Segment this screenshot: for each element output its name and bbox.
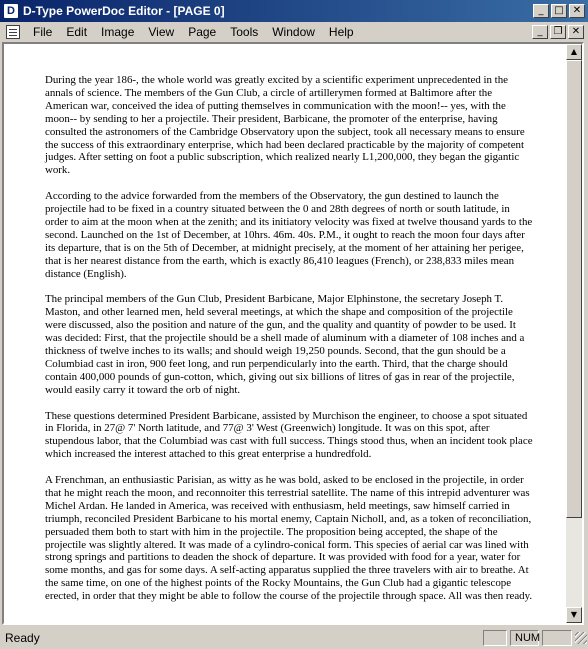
document-view[interactable] — [4, 44, 566, 623]
menu-tools[interactable]: Tools — [230, 25, 259, 39]
document-window — [2, 42, 584, 625]
resize-grip[interactable] — [575, 632, 587, 644]
document-icon[interactable] — [6, 25, 20, 39]
paragraph: The principal members of the Gun Club, President Barbicane, Major Elphinstone, the secretary Joseph T. Maston, and other learned men, held several meetings, at which the shape and composition of the projectile were discussed, also the position and nature of the gun, and the quality and quantity of powder to be used. It was decided: First, that the projectile should be a shell made of aluminum with a diameter of 108 inches and a thickness of twelve inches to its walls; and should weigh 19,250 pounds. Second, that the gun should be a Columbiad cast in iron, 900 feet long, and run perpendicularly into the earth. Third, that the charge should contain 400,000 pounds of gun-cotton, which, giving out six billions of litres of gas in rear of the projectile, would easily carry it toward the orb of night. — [45, 293, 525, 396]
menu-view[interactable]: View — [148, 25, 175, 39]
title-bar[interactable] — [0, 0, 588, 22]
status-bar — [0, 627, 588, 649]
status-text: Ready — [5, 631, 40, 645]
menu-page[interactable]: Page — [188, 25, 217, 39]
paragraph: According to the advice forwarded from the members of the Observatory, the gun destined to launch the projectile had to be fixed in a country situated between the 0 and 28th degrees of north or south latitude, in order to aim at the moon when at the zenith; and its initiatory velocity was fixed at twelve thousand yards to the second. Launched on the 1st of December, at 10hrs. 46m. 40s. P.M., it ought to reach the moon four days after its departure, that is on the 5th of December, at midnight precisely, at the moment of her attaining her perigee, that is her nearest distance from the earth, which is exactly 86,410 leagues (French), or 238,833 miles mean distance (English). — [45, 190, 533, 280]
doc-close-button[interactable]: ✕ — [568, 25, 584, 39]
doc-restore-button[interactable]: ❐ — [550, 25, 566, 39]
menu-window[interactable]: Window — [272, 25, 315, 39]
doc-minimize-button[interactable]: _ — [532, 25, 548, 39]
menu-image[interactable]: Image — [101, 25, 135, 39]
menu-file[interactable]: File — [33, 25, 53, 39]
vertical-scrollbar[interactable] — [566, 44, 582, 623]
menu-edit[interactable]: Edit — [66, 25, 88, 39]
status-pane — [483, 630, 507, 646]
window-title: D-Type PowerDoc Editor - [PAGE 0] — [23, 4, 225, 18]
paragraph: These questions determined President Barbicane, assisted by Murchison the engineer, to choose a spot situated in Florida, in 27@ 7' North latitude, and 77@ 3' West (Greenwich) longitude. It was on this spot, after stupendous labor, that the Columbiad was cast with full success. Things stood thus, when an incident took place which increased the interest attached to this great enterprise a hundredfold. — [45, 409, 533, 461]
close-button[interactable]: ✕ — [569, 4, 585, 18]
minimize-button[interactable]: _ — [533, 4, 549, 18]
menu-help[interactable]: Help — [328, 25, 354, 39]
app-icon[interactable]: D — [3, 3, 19, 19]
paragraph: A Frenchman, an enthusiastic Parisian, as witty as he was bold, asked to be enclosed in the projectile, in order that he might reach the moon, and reconnoiter this terrestrial satellite. The name of this intrepid adventurer was Michel Ardan. He landed in America, was received with enthusiasm, held meetings, saw himself carried in triumph, reconciled President Barbicane to his mortal enemy, Captain Nicholl, and, as a token of reconciliation, persuaded them both to start with him in the projectile. The proposition being accepted, the shape of the projectile was slightly altered. It was made of a cylindro-conical form. This species of aerial car was lined with strong springs and partitions to deaden the shock of departure. It was provided with food for a year, water for some months, and gas for some days. A self-acting apparatus supplied the three travelers with air to breathe. At the same time, on one of the highest points of the Rocky Mountains, the Gun Club had a gigantic telescope erected, in order that they might be able to follow the course of the projectile through space. All was then ready. — [45, 474, 533, 603]
scroll-thumb[interactable] — [566, 60, 582, 518]
scroll-down-button[interactable]: ▼ — [566, 607, 582, 623]
status-pane — [542, 630, 572, 646]
page-content — [45, 74, 535, 616]
scroll-up-button[interactable]: ▲ — [566, 44, 582, 60]
maximize-button[interactable]: □ — [551, 4, 567, 18]
menu-bar — [0, 22, 588, 42]
paragraph: During the year 186-, the whole world was greatly excited by a scientific experiment unprecedented in the annals of science. The members of the Gun Club, a circle of artillerymen formed at Baltimore after the American war, conceived the idea of putting themselves in communication with the moon!-- yes, with the moon-- by sending to her a projectile. Their president, Barbicane, the promoter of the enterprise, having consulted the astronomers of the Cambridge Observatory upon the subject, took all necessary means to ensure the success of this extraordinary enterprise, which had been declared practicable by the majority of competent judges. After setting on foot a public subscription, which realized nearly L1,200,000, they began the gigantic work. — [45, 74, 525, 177]
num-lock-indicator: NUM — [510, 630, 539, 646]
